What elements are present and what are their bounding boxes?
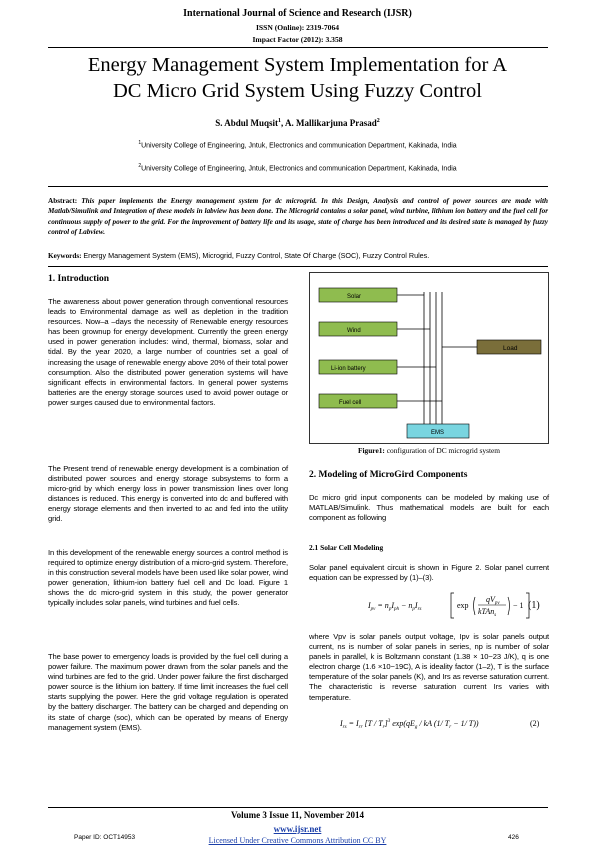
equation-2 <box>340 712 530 734</box>
abstract-body: This paper implements the Energy management system for dc microgrid. In this Design, Analysis and control of power sources are made with Matlab/Simulink and Integration of these models in labview has been done. The Microgrid contains a solar panel, wind turbine, lithium ion battery and the fuel cell for continuous supply of power to the grid. For the improvement of battery life and its usage, state of charge has been introduced and its desired state is managed by fuzzy control of Labview. <box>48 197 548 237</box>
impact-factor: Impact Factor (2012): 3.358 <box>252 35 343 44</box>
title-line-2: DC Micro Grid System Using Fuzzy Control <box>113 80 482 102</box>
source-solar-label: Solar <box>347 294 362 300</box>
subsection-2-1-heading: 2.1 Solar Cell Modeling <box>309 543 384 552</box>
footer-license-link[interactable]: Licensed Under Creative Commons Attribution CC BY <box>208 836 387 845</box>
affiliation-2-sup: 2 <box>138 163 142 169</box>
abstract-bottom-rule <box>48 266 548 267</box>
affiliation-1-sup: 1 <box>138 140 142 146</box>
svg-text:exp: exp <box>457 601 469 610</box>
intro-paragraph-2: The Present trend of renewable energy development is a combination of distributed power sources and energy storage subsystems to form a micro-grid by which energy loss in power transmission lines over long distances is reduced. This energy is converted into dc and buffered with energy storage elements and then inverted to ac and fed into the utility grid. <box>48 464 288 524</box>
svg-text:Irs = Irr [T / Tr]3 exp(qEg /: $I_{rs} = I_{rr}$ $[T / T_r]^3$ $\exp(qE_g$ / kA (1/ $T_r - 1/$ T)) <box>340 719 479 730</box>
author-1-affil: 1 <box>278 118 281 124</box>
paper-title <box>40 52 555 104</box>
footer-volume: Volume 3 Issue 11, November 2014 <box>230 810 364 820</box>
affiliation-1 <box>0 140 595 149</box>
subsection-2-1-heading-wrap <box>309 543 549 553</box>
header-rule <box>48 47 548 48</box>
ems-label: EMS <box>431 430 445 436</box>
section-2-heading-wrap <box>309 470 549 480</box>
keywords-body: Energy Management System (EMS), Microgrid, Fuzzy Control, State Of Charge (SOC), Fuzzy Control Rules. <box>83 251 430 260</box>
intro-paragraph-3: In this development of the renewable energy sources a control method is required to optimize energy distribution of a micro-grid system. Therefore, in this construction several models have been used like solar power, wind power generation, lithium-ion battery fuel cell and Dc load. Figure 1 shows the dc micro-grid system in this study, the power generator typically includes solar panels, wind turbines and fuel cells. <box>48 548 288 608</box>
title-line-1: Energy Management System Implementation for A <box>87 54 508 76</box>
figure-1-caption <box>309 446 549 455</box>
ems-box <box>407 424 469 438</box>
author-1: S. Abdul Muqsit <box>215 118 278 128</box>
author-2: A. Mallikarjuna Prasad <box>285 118 377 128</box>
abstract <box>48 196 548 238</box>
authors <box>0 118 595 128</box>
figure-1-diagram <box>309 272 549 444</box>
equation-1 <box>360 588 550 622</box>
journal-name: International Journal of Science and Research (IJSR) <box>183 8 412 19</box>
affiliation-2 <box>0 163 595 172</box>
source-battery-label: Li-ion battery <box>331 366 366 372</box>
abstract-label: Abstract: <box>48 197 82 205</box>
svg-text:qVpv: $qV_{pv}$ <box>486 595 500 606</box>
author-separator: , <box>281 118 286 128</box>
section-2-paragraph-1: Dc micro grid input components can be modeled by making use of MATLAB/Simulink. Thus mathematical models are built for each component as following <box>309 493 549 523</box>
author-2-affil: 2 <box>376 118 380 124</box>
svg-text:− 1: − 1 <box>513 601 524 610</box>
load-label: Load <box>503 345 518 352</box>
equation-1-number: (1) <box>528 600 540 611</box>
keywords-label: Keywords: <box>48 252 84 260</box>
keywords <box>48 251 548 261</box>
section-2-paragraph-2: Solar panel equivalent circuit is shown in Figure 2. Solar panel current equation can be expressed by (1)–(3). <box>309 563 549 583</box>
footer-page-number: 426 <box>508 834 519 841</box>
footer-rule <box>48 807 548 808</box>
load-box <box>477 340 541 354</box>
footer-paper-id: Paper ID: OCT14953 <box>74 834 136 841</box>
svg-text:Ipv = npIph − npIrs: $I_{pv} = n_pI_{ph} - n_pI_{rs}$ <box>368 601 422 612</box>
section-1-heading-wrap <box>48 274 288 284</box>
abstract-top-rule <box>48 186 548 187</box>
source-wind-label: Wind <box>347 328 361 334</box>
footer-site-link[interactable]: www.ijsr.net <box>273 824 322 834</box>
section-1-heading: 1. Introduction <box>48 274 110 284</box>
intro-paragraph-4: The base power to emergency loads is provided by the fuel cell during a power failure. The maximum power drawn from the solar panels and the wind turbines are fed to the grid. Under power failure the first discharged power source is the lithium ion battery. If time limit increases the fuel cell starts supplying the power. Here the grid voltage regulation is operated by the battery discharger. The battery can be charged and depending on its state of charge (soc), which can be operated by means of Energy management system (EMS). <box>48 652 288 732</box>
figure-1-caption-text: configuration of DC microgrid system <box>384 446 501 455</box>
issn: ISSN (Online): 2319-7064 <box>255 23 340 32</box>
svg-text:kTAns: kTAn$_s$ <box>478 607 497 618</box>
section-2-paragraph-3: where Vpv is solar panels output voltage, Ipv is solar panels output current, ns is number of solar panels in series, np is number of solar panels in parallel, k is Boltzmann constant (1.38 × 10−23 J/K), q is one electron charge (1.6 ×10−19C), A is ideality factor (1–2), T is the surface temperature of the solar panels (K), and Irs as reverse saturation current. The characteristic is reverse saturation current Irs varies with temperature. <box>309 632 549 702</box>
intro-paragraph-1: The awareness about power generation through conventional resources leads to Environmental damage as well as depletion in the tradition resources. Now–a –days the necessity of Renewable energy resources has been grownup for energy development. Currently the green energy used in power generation includes: wind, thermal, biomass, solar and tidal. By the year 2020, a large number of countries set a goal of increasing the usage of renewable energy above 20% of their total power consumption. Also the distributed power generation systems will have significant effects in environmental factors. In general power systems batteries are the energy storage sources used to avoid power outage or power surges caused due to environmental factors. <box>48 297 288 407</box>
affiliation-1-text: University College of Engineering, Jntuk, Electronics and communication Department, Kakinada, India <box>141 142 457 150</box>
affiliation-2-text: University College of Engineering, Jntuk, Electronics and communication Department, Kakinada, India <box>141 165 457 173</box>
equation-2-number: (2) <box>530 719 540 728</box>
figure-1-caption-label: Figure1: <box>357 446 385 455</box>
section-2-heading: 2. Modeling of MicroGird Components <box>309 470 468 480</box>
source-fuel-cell-label: Fuel cell <box>339 400 362 406</box>
